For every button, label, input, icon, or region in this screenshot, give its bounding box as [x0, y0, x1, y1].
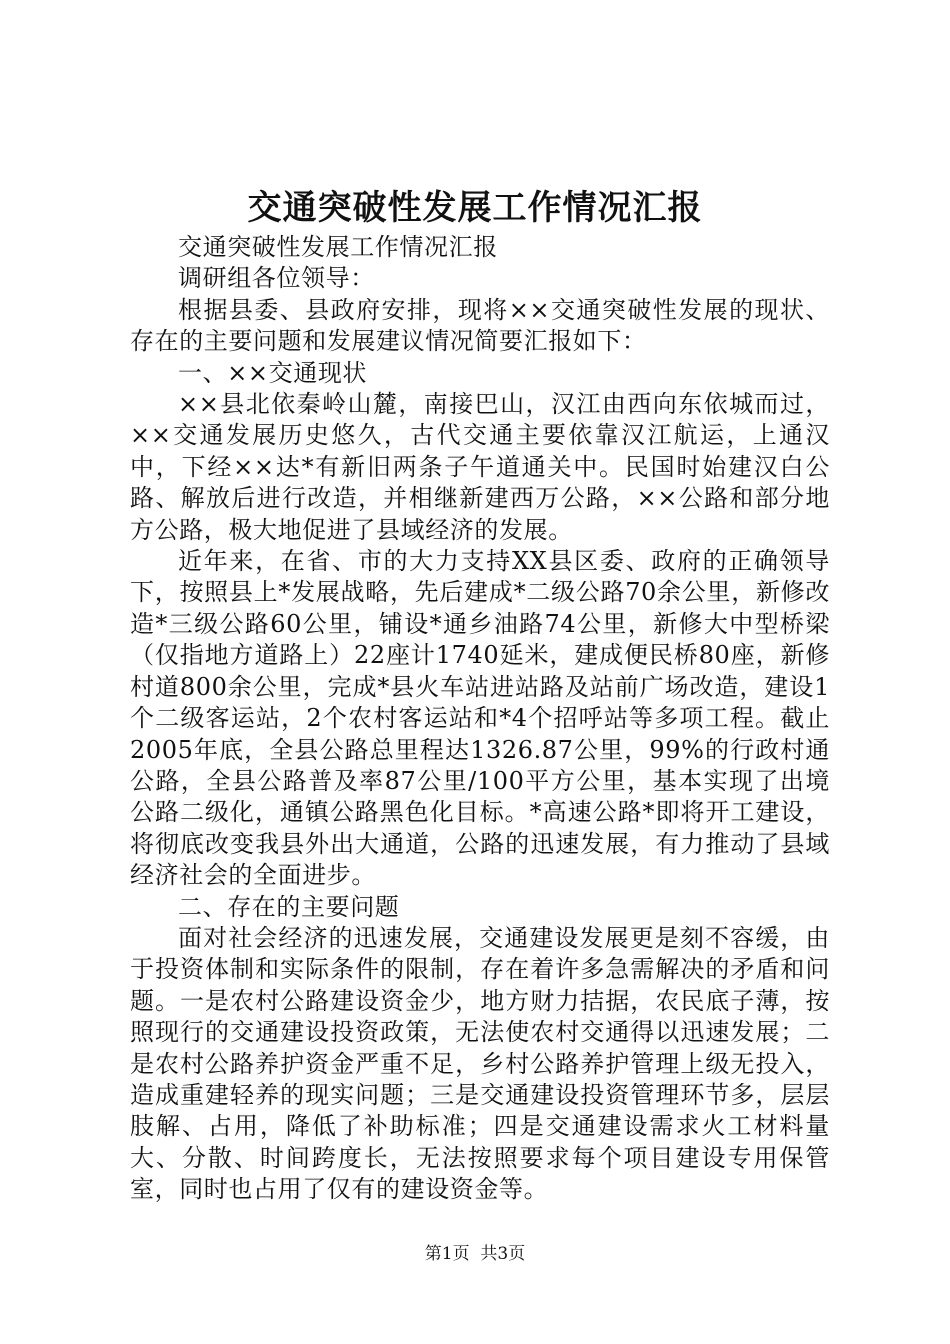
paragraph-intro: 根据县委、县政府安排，现将××交通突破性发展的现状、存在的主要问题和发展建议情况简要汇报如下： [130, 295, 830, 356]
page-number: 第1页 [424, 1244, 470, 1264]
paragraph-salutation: 调研组各位领导： [178, 264, 375, 293]
paragraph-achievements: 近年来，在省、市的大力支持XX县区委、政府的正确领导下，按照县上*发展战略，先后建成*二级公路70余公里，新修改造*三级公路60公里，铺设*通乡油路74公里，新修大中型桥梁（仅指地方道路上）22座计1740延米，建成便民桥80座，新修村道800余公里，完成*县火车站进站路及站前广场改造，建设1个二级客运站，2个农村客运站和*4个招呼站等多项工程。截止2005年底，全县公路总里程达1326.87公里，99%的行政村通公路，全县公路普及率87公里/100平方公里，基本实现了出境公路二级化，通镇公路黑色化目标。*高速公路*即将开工建设，将彻底改变我县外出大通道，公路的迅速发展，有力推动了县域经济社会的全面进步。 [130, 547, 830, 890]
paragraph-history: ××县北依秦岭山麓，南接巴山，汉江由西向东依城而过，××交通发展历史悠久，古代交通主要依靠汉江航运，上通汉中，下经××达*有新旧两条子午道通关中。民国时始建汉白公路、解放后进行改造，并相继新建西万公路，××公路和部分地方公路，极大地促进了县域经济的发展。 [130, 390, 830, 544]
section-heading-problems: 二、存在的主要问题 [178, 892, 400, 921]
page-footer [0, 1243, 950, 1265]
section-heading-status: 一、××交通现状 [178, 358, 368, 387]
document-title: 交通突破性发展工作情况汇报 [247, 188, 703, 228]
page-total: 共3页 [480, 1244, 526, 1264]
paragraph-problems: 面对社会经济的迅速发展，交通建设发展更是刻不容缓，由于投资体制和实际条件的限制，存在着许多急需解决的矛盾和问题。一是农村公路建设资金少，地方财力拮据，农民底子薄，按照现行的交通建设投资政策，无法使农村交通得以迅速发展；二是农村公路养护资金严重不足，乡村公路养护管理上级无投入，造成重建轻养的现实问题；三是交通建设投资管理环节多，层层肢解、占用，降低了补助标准；四是交通建设需求火工材料量大、分散、时间跨度长，无法按照要求每个项目建设专用保管室，同时也占用了仅有的建设资金等。 [130, 923, 830, 1204]
document-body [130, 232, 830, 1206]
paragraph-subtitle: 交通突破性发展工作情况汇报 [178, 233, 498, 261]
